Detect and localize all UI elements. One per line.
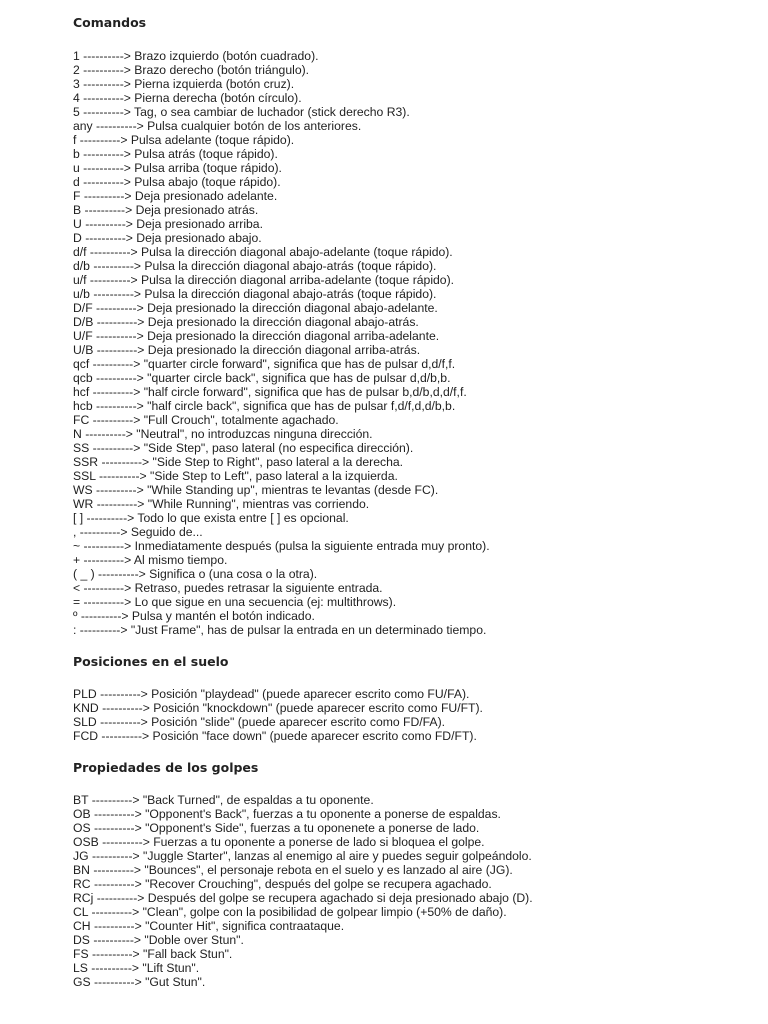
commands-list xyxy=(73,49,753,637)
command-line: [ ] ----------> Todo lo que exista entre [ ] es opcional. xyxy=(73,511,349,525)
command-line: U ----------> Deja presionado arriba. xyxy=(73,217,263,231)
command-line: 1 ----------> Brazo izquierdo (botón cuadrado). xyxy=(73,49,319,63)
command-line: F ----------> Deja presionado adelante. xyxy=(73,189,278,203)
hit-property-line: BT ----------> "Back Turned", de espaldas a tu oponente. xyxy=(73,793,374,807)
command-line: ~ ----------> Inmediatamente después (pulsa la siguiente entrada muy pronto). xyxy=(73,539,490,553)
command-line: f ----------> Pulsa adelante (toque rápido). xyxy=(73,133,295,147)
hit-property-line: LS ----------> "Lift Stun". xyxy=(73,961,200,975)
command-line: B ----------> Deja presionado atrás. xyxy=(73,203,259,217)
command-line: 5 ----------> Tag, o sea cambiar de luchador (stick derecho R3). xyxy=(73,105,410,119)
hit-property-line: DS ----------> "Doble over Stun". xyxy=(73,933,244,947)
command-line: ( _ ) ----------> Significa o (una cosa o la otra). xyxy=(73,567,318,581)
section-title-comandos: Comandos xyxy=(73,15,147,30)
hit-property-line: BN ----------> "Bounces", el personaje rebota en el suelo y es lanzado al aire (JG). xyxy=(73,863,513,877)
command-line: : ----------> "Just Frame", has de pulsar la entrada en un determinado tiempo. xyxy=(73,623,487,637)
command-line: d ----------> Pulsa abajo (toque rápido). xyxy=(73,175,281,189)
command-line: 2 ----------> Brazo derecho (botón triángulo). xyxy=(73,63,310,77)
command-line: SSR ----------> "Side Step to Right", paso lateral a la derecha. xyxy=(73,455,404,469)
command-line: N ----------> "Neutral", no introduzcas ninguna dirección. xyxy=(73,427,373,441)
command-line: u/f ----------> Pulsa la dirección diagonal arriba-adelante (toque rápido). xyxy=(73,273,455,287)
hit-property-line: RC ----------> "Recover Crouching", después del golpe se recupera agachado. xyxy=(73,877,492,891)
command-line: 3 ----------> Pierna izquierda (botón cruz). xyxy=(73,77,295,91)
hit-property-line: OSB ----------> Fuerzas a tu oponente a ponerse de lado si bloquea el golpe. xyxy=(73,835,485,849)
ground-position-line: FCD ----------> Posición "face down" (puede aparecer escrito como FD/FT). xyxy=(73,729,477,743)
ground-position-line: PLD ----------> Posición "playdead" (puede aparecer escrito como FU/FA). xyxy=(73,687,470,701)
hit-property-line: CH ----------> "Counter Hit", significa contraataque. xyxy=(73,919,345,933)
command-line: U/B ----------> Deja presionado la dirección diagonal arriba-atrás. xyxy=(73,343,421,357)
command-line: any ----------> Pulsa cualquier botón de los anteriores. xyxy=(73,119,362,133)
ground-position-line: SLD ----------> Posición "slide" (puede aparecer escrito como FD/FA). xyxy=(73,715,446,729)
hit-property-line: FS ----------> "Fall back Stun". xyxy=(73,947,233,961)
command-line: D/F ----------> Deja presionado la dirección diagonal abajo-adelante. xyxy=(73,301,438,315)
ground-positions-list xyxy=(73,687,753,743)
command-line: WR ----------> "While Running", mientras vas corriendo. xyxy=(73,497,370,511)
hit-property-line: CL ----------> "Clean", golpe con la posibilidad de golpear limpio (+50% de daño). xyxy=(73,905,507,919)
hit-property-line: RCj ----------> Después del golpe se recupera agachado si deja presionado abajo (D). xyxy=(73,891,533,905)
command-line: qcf ----------> "quarter circle forward", significa que has de pulsar d,d/f,f. xyxy=(73,357,456,371)
command-line: hcb ----------> "half circle back", significa que has de pulsar f,d/f,d,d/b,b. xyxy=(73,399,456,413)
command-line: , ----------> Seguido de... xyxy=(73,525,203,539)
command-line: º ----------> Pulsa y mantén el botón indicado. xyxy=(73,609,315,623)
command-line: b ----------> Pulsa atrás (toque rápido). xyxy=(73,147,278,161)
command-line: WS ----------> "While Standing up", mientras te levantas (desde FC). xyxy=(73,483,439,497)
command-line: SS ----------> "Side Step", paso lateral (no especifica dirección). xyxy=(73,441,414,455)
command-line: qcb ----------> "quarter circle back", significa que has de pulsar d,d/b,b. xyxy=(73,371,451,385)
command-line: D/B ----------> Deja presionado la dirección diagonal abajo-atrás. xyxy=(73,315,419,329)
command-line: + ----------> Al mismo tiempo. xyxy=(73,553,228,567)
document-page xyxy=(73,0,753,989)
hit-properties-list xyxy=(73,793,753,989)
command-line: u/b ----------> Pulsa la dirección diagonal abajo-atrás (toque rápido). xyxy=(73,287,437,301)
command-line: hcf ----------> "half circle forward", significa que has de pulsar b,d/b,d,d/f,f. xyxy=(73,385,467,399)
command-line: d/b ----------> Pulsa la dirección diagonal abajo-atrás (toque rápido). xyxy=(73,259,437,273)
command-line: = ----------> Lo que sigue en una secuencia (ej: multithrows). xyxy=(73,595,397,609)
hit-property-line: JG ----------> "Juggle Starter", lanzas al enemigo al aire y puedes seguir golpeándolo. xyxy=(73,849,532,863)
section-title-posiciones-suelo: Posiciones en el suelo xyxy=(73,654,229,669)
section-title-propiedades-golpes: Propiedades de los golpes xyxy=(73,760,259,775)
command-line: FC ----------> "Full Crouch", totalmente agachado. xyxy=(73,413,339,427)
hit-property-line: OS ----------> "Opponent's Side", fuerzas a tu oponenete a ponerse de lado. xyxy=(73,821,480,835)
command-line: SSL ----------> "Side Step to Left", paso lateral a la izquierda. xyxy=(73,469,398,483)
command-line: 4 ----------> Pierna derecha (botón círculo). xyxy=(73,91,302,105)
command-line: D ----------> Deja presionado abajo. xyxy=(73,231,262,245)
ground-position-line: KND ----------> Posición "knockdown" (puede aparecer escrito como FU/FT). xyxy=(73,701,483,715)
hit-property-line: GS ----------> "Gut Stun". xyxy=(73,975,206,989)
command-line: d/f ----------> Pulsa la dirección diagonal abajo-adelante (toque rápido). xyxy=(73,245,453,259)
command-line: U/F ----------> Deja presionado la dirección diagonal arriba-adelante. xyxy=(73,329,440,343)
command-line: u ----------> Pulsa arriba (toque rápido). xyxy=(73,161,282,175)
command-line: < ----------> Retraso, puedes retrasar la siguiente entrada. xyxy=(73,581,383,595)
hit-property-line: OB ----------> "Opponent's Back", fuerzas a tu oponente a ponerse de espaldas. xyxy=(73,807,501,821)
